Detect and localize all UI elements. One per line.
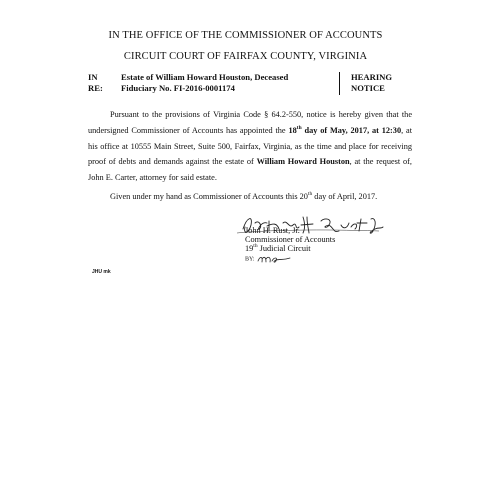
hearing-date: [288, 126, 401, 135]
by-label: BY:: [245, 255, 255, 262]
heading-divider: [339, 72, 340, 95]
given-text-b: day of April, 2017.: [312, 192, 378, 201]
hearing-notice-label: [351, 72, 392, 94]
judicial-circuit: [245, 244, 335, 253]
hearing-day-suffix: th: [296, 125, 302, 132]
notice-word: NOTICE: [351, 83, 385, 93]
estate-name: Estate of William Howard Houston, Deceased: [121, 72, 289, 82]
signature-block: [245, 226, 335, 264]
circuit-number: 19: [245, 244, 254, 254]
circuit-name: Judicial Circuit: [257, 244, 311, 254]
commissioner-name: John H. Rust, Jr.: [245, 226, 300, 235]
in-re-details: [121, 72, 288, 94]
fiduciary-number: Fiduciary No. FI-2016-0001174: [121, 83, 235, 93]
hearing-day: 18: [288, 125, 297, 135]
court-heading: CIRCUIT COURT OF FAIRFAX COUNTY, VIRGINIA: [123, 51, 368, 62]
given-text-a: Given under my hand as Commissioner of Accounts this 20: [110, 192, 308, 201]
hearing-date-rest: day of May, 2017, at 12:30: [301, 125, 402, 135]
office-heading: IN THE OFFICE OF THE COMMISSIONER OF ACCOUNTS: [108, 30, 383, 41]
circuit-suffix: th: [253, 243, 258, 250]
commissioner-title: Commissioner of Accounts: [245, 235, 336, 245]
notice-paragraph: [88, 107, 412, 186]
given-day-suffix: th: [307, 191, 313, 198]
by-line: [245, 254, 335, 264]
notice-text-part3: , at the request of, John E. Carter, attorney for said estate.: [88, 157, 412, 183]
hearing-word: HEARING: [351, 72, 393, 82]
notice-text-part1: Pursuant to the provisions of Virginia Code § 64.2-550, notice is hereby given that the undersigned Commissioner of Accounts has appointed the: [88, 110, 412, 135]
given-under-hand-line: [110, 192, 377, 201]
in-re-label: IN RE:: [88, 72, 103, 93]
notice-text-part2: , at his office at 10555 Main Street, Suite 500, Fairfax, Virginia, as the time and place for receiving proof of debts and demands against the estate of: [88, 125, 412, 167]
decedent-name: William Howard Houston: [256, 157, 350, 167]
typist-initials: JHU mk: [92, 269, 111, 275]
by-initials-signature: [256, 254, 292, 264]
